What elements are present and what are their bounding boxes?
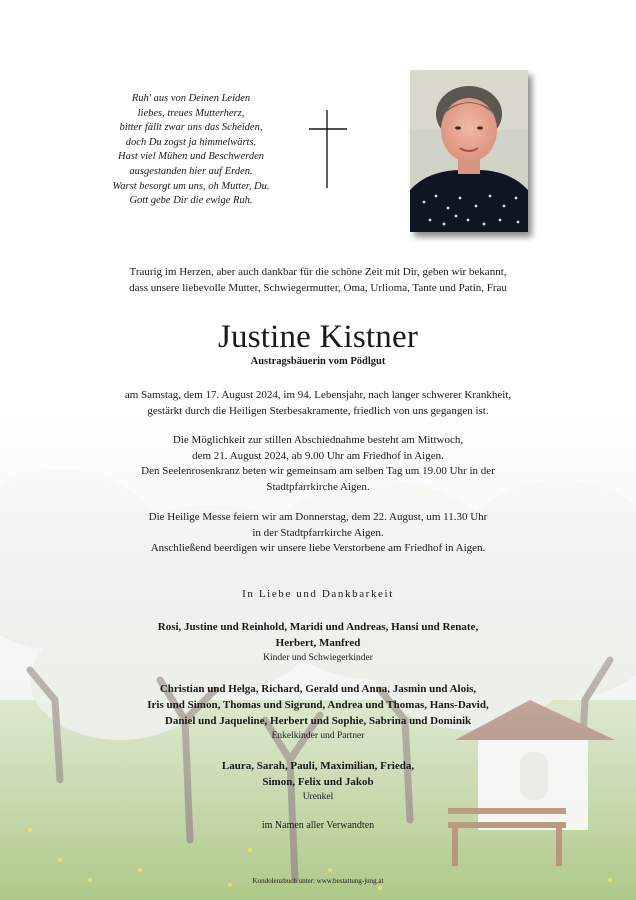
poem-line: bitter fällt zwar uns das Scheiden, [119, 122, 263, 134]
poem-line: ausgestanden hier auf Erden. [129, 165, 253, 177]
intro-line: dass unsere liebevolle Mutter, Schwiegermutter, Oma, Urlioma, Tante und Patin, Frau [129, 282, 507, 294]
mass-line: Anschließend beerdigen wir unsere liebe Verstorbene am Friedhof in Aigen. [150, 542, 486, 554]
memorial-poem [96, 92, 286, 209]
portrait-photo [410, 70, 528, 232]
mass-info [20, 510, 616, 557]
mourners-heading: In Liebe und Dankbarkeit [242, 588, 394, 600]
farewell-line: Die Möglichkeit zur stillen Abschiednahme besteht am Mittwoch, [172, 434, 464, 446]
mourner-group-children [0, 619, 636, 665]
poem-line: liebes, treues Mutterherz, [137, 107, 245, 119]
mourner-relation: Enkelkinder und Partner [271, 731, 365, 741]
mass-line: Die Heilige Messe feiern wir am Donnerstag, dem 22. August, um 11.30 Uhr [148, 511, 488, 523]
mourner-names-line: Rosi, Justine und Reinhold, Maridi und Andreas, Hansi und Renate, [157, 621, 479, 633]
condolence-book-link[interactable]: Kondolenzbuch unter: www.bestattung-jung.at [252, 877, 384, 885]
mourner-names-line: Herbert, Manfred [275, 637, 361, 649]
mourner-names-line: Laura, Sarah, Pauli, Maximilian, Frieda, [221, 760, 415, 772]
poem-line: Gott gebe Dir die ewige Ruh. [129, 195, 253, 207]
cross-icon [309, 110, 349, 190]
death-notice-line: am Samstag, dem 17. August 2024, im 94. Lebensjahr, nach langer schwerer Krankheit, [124, 389, 512, 401]
mourner-group-great-grandchildren [0, 758, 636, 804]
intro-line: Traurig im Herzen, aber auch dankbar für die schöne Zeit mit Dir, geben wir bekannt, [129, 266, 507, 278]
mourner-names-line: Christian und Helga, Richard, Gerald und Anna, Jasmin und Alois, [159, 683, 477, 695]
mass-line: in der Stadtpfarrkirche Aigen. [252, 526, 384, 539]
mourner-names-line: Simon, Felix und Jakob [262, 776, 374, 788]
farewell-info [20, 433, 616, 495]
death-notice-line: gestärkt durch die Heiligen Sterbesakramente, friedlich von uns gegangen ist. [147, 404, 489, 417]
mourner-names-line: Daniel und Jaqueline, Herbert und Sophie, Sabrina und Dominik [164, 715, 472, 727]
poem-line: Hast viel Mühen und Beschwerden [118, 151, 264, 163]
poem-line: Ruh' aus von Deinen Leiden [131, 93, 251, 104]
mourner-group-grandchildren [0, 681, 636, 743]
death-notice [20, 388, 616, 419]
closing-line: im Namen aller Verwandten [261, 820, 375, 831]
farewell-line: dem 21. August 2024, ab 9.00 Uhr am Friedhof in Aigen. [192, 449, 444, 462]
poem-line: Warst besorgt um uns, oh Mutter, Du. [112, 180, 270, 192]
mourner-relation: Urenkel [302, 792, 334, 802]
deceased-name: Justine Kistner [217, 319, 419, 355]
mourner-names-line: Iris und Simon, Thomas und Sigrund, Andrea und Thomas, Hans-David, [147, 699, 489, 711]
intro-text [20, 264, 616, 296]
deceased-subtitle: Austragsbäuerin vom Pödlgut [250, 356, 386, 367]
farewell-line: Den Seelenrosenkranz beten wir gemeinsam am selben Tag um 19.00 Uhr in der [141, 465, 495, 477]
poem-line: doch Du zogst ja himmelwärts. [125, 136, 257, 148]
mourner-relation: Kinder und Schwiegerkinder [263, 653, 373, 663]
farewell-line: Stadtpfarrkirche Aigen. [266, 480, 370, 493]
